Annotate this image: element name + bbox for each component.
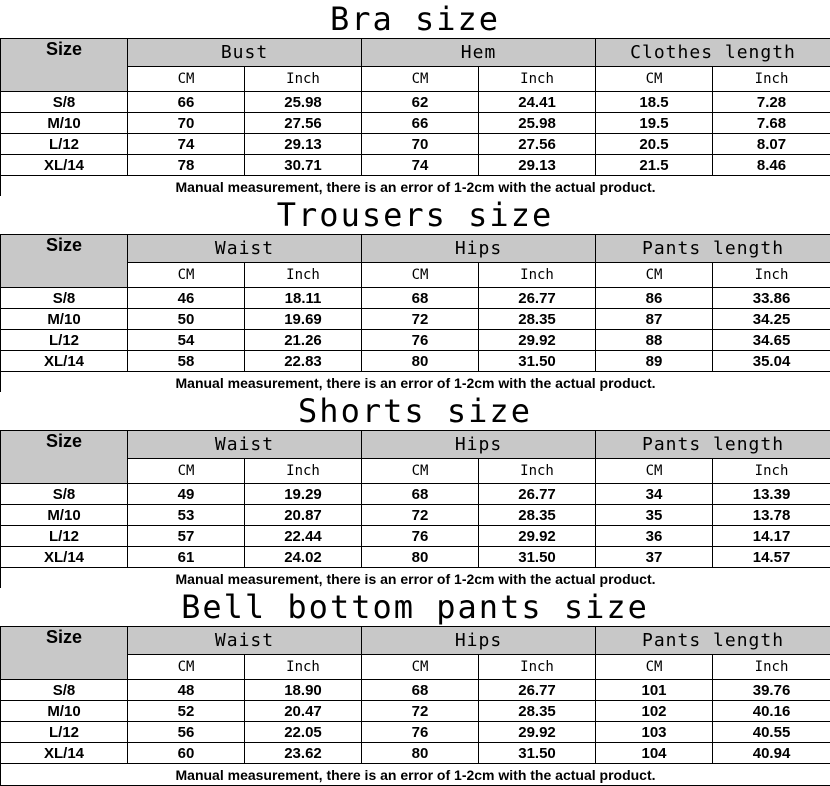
value-cell: 28.35 [479,505,596,526]
value-cell: 72 [362,505,479,526]
value-cell: 76 [362,526,479,547]
size-cell: L/12 [1,330,128,351]
value-cell: 24.41 [479,92,596,113]
value-cell: 68 [362,288,479,309]
unit-cm-label: CM [128,655,245,680]
value-cell: 14.17 [713,526,830,547]
measurement-note: Manual measurement, there is an error of 1-2cm with the actual product. [1,568,830,590]
value-cell: 26.77 [479,288,596,309]
value-cell: 37 [596,547,713,568]
size-cell: XL/14 [1,547,128,568]
value-cell: 60 [128,743,245,764]
unit-inch-label: Inch [245,459,362,484]
section-title: Bra size [0,0,830,39]
value-cell: 18.5 [596,92,713,113]
value-cell: 29.92 [479,330,596,351]
size-column-header: Size [1,235,128,288]
size-cell: M/10 [1,309,128,330]
measurement-note: Manual measurement, there is an error of 1-2cm with the actual product. [1,764,830,786]
value-cell: 40.16 [713,701,830,722]
note-row [1,176,830,198]
value-cell: 13.39 [713,484,830,505]
value-cell: 46 [128,288,245,309]
value-cell: 33.86 [713,288,830,309]
table-row [1,309,830,330]
value-cell: 8.46 [713,155,830,176]
measure-header: Waist [128,235,362,263]
size-table [0,234,830,394]
table-row [1,505,830,526]
value-cell: 19.29 [245,484,362,505]
value-cell: 80 [362,743,479,764]
value-cell: 61 [128,547,245,568]
value-cell: 76 [362,330,479,351]
table-row [1,134,830,155]
section-title: Shorts size [0,392,830,431]
value-cell: 72 [362,309,479,330]
note-row [1,764,830,786]
value-cell: 48 [128,680,245,701]
value-cell: 36 [596,526,713,547]
unit-inch-label: Inch [479,67,596,92]
value-cell: 31.50 [479,547,596,568]
measure-header: Pants length [596,627,830,655]
note-row [1,372,830,394]
value-cell: 35.04 [713,351,830,372]
value-cell: 57 [128,526,245,547]
table-row [1,113,830,134]
unit-cm-label: CM [128,67,245,92]
value-cell: 25.98 [245,92,362,113]
group-header-row [1,39,830,67]
value-cell: 80 [362,547,479,568]
unit-inch-label: Inch [479,459,596,484]
size-cell: XL/14 [1,351,128,372]
value-cell: 74 [128,134,245,155]
value-cell: 101 [596,680,713,701]
size-column-header: Size [1,431,128,484]
value-cell: 72 [362,701,479,722]
measure-header: Clothes length [596,39,830,67]
value-cell: 28.35 [479,701,596,722]
value-cell: 53 [128,505,245,526]
value-cell: 89 [596,351,713,372]
unit-cm-label: CM [362,459,479,484]
value-cell: 22.44 [245,526,362,547]
measurement-note: Manual measurement, there is an error of 1-2cm with the actual product. [1,372,830,394]
value-cell: 23.62 [245,743,362,764]
value-cell: 26.77 [479,680,596,701]
value-cell: 19.69 [245,309,362,330]
value-cell: 58 [128,351,245,372]
unit-inch-label: Inch [713,459,830,484]
table-row [1,526,830,547]
size-column-header: Size [1,39,128,92]
value-cell: 35 [596,505,713,526]
unit-inch-label: Inch [245,655,362,680]
value-cell: 20.5 [596,134,713,155]
size-table [0,38,830,198]
value-cell: 78 [128,155,245,176]
unit-cm-label: CM [596,67,713,92]
measure-header: Hips [362,627,596,655]
value-cell: 21.5 [596,155,713,176]
unit-inch-label: Inch [713,67,830,92]
size-cell: XL/14 [1,743,128,764]
measure-header: Hips [362,431,596,459]
table-row [1,484,830,505]
value-cell: 29.13 [245,134,362,155]
value-cell: 76 [362,722,479,743]
value-cell: 56 [128,722,245,743]
value-cell: 31.50 [479,743,596,764]
value-cell: 22.05 [245,722,362,743]
value-cell: 25.98 [479,113,596,134]
table-row [1,351,830,372]
group-header-row [1,431,830,459]
size-cell: L/12 [1,722,128,743]
value-cell: 52 [128,701,245,722]
size-cell: L/12 [1,134,128,155]
value-cell: 7.68 [713,113,830,134]
table-row [1,330,830,351]
value-cell: 70 [128,113,245,134]
value-cell: 68 [362,484,479,505]
table-row [1,743,830,764]
section-title: Trousers size [0,196,830,235]
table-row [1,547,830,568]
table-row [1,701,830,722]
value-cell: 102 [596,701,713,722]
value-cell: 18.90 [245,680,362,701]
measurement-note: Manual measurement, there is an error of 1-2cm with the actual product. [1,176,830,198]
value-cell: 24.02 [245,547,362,568]
group-header-row [1,627,830,655]
value-cell: 7.28 [713,92,830,113]
group-header-row [1,235,830,263]
value-cell: 30.71 [245,155,362,176]
unit-cm-label: CM [128,459,245,484]
value-cell: 27.56 [479,134,596,155]
unit-inch-label: Inch [479,655,596,680]
measure-header: Pants length [596,431,830,459]
note-row [1,568,830,590]
size-table [0,626,830,786]
value-cell: 68 [362,680,479,701]
unit-inch-label: Inch [245,263,362,288]
unit-cm-label: CM [596,655,713,680]
unit-cm-label: CM [362,263,479,288]
value-cell: 13.78 [713,505,830,526]
table-row [1,288,830,309]
value-cell: 31.50 [479,351,596,372]
value-cell: 29.92 [479,526,596,547]
value-cell: 87 [596,309,713,330]
value-cell: 27.56 [245,113,362,134]
value-cell: 54 [128,330,245,351]
value-cell: 34 [596,484,713,505]
value-cell: 103 [596,722,713,743]
unit-inch-label: Inch [479,263,596,288]
value-cell: 8.07 [713,134,830,155]
measure-header: Waist [128,431,362,459]
value-cell: 80 [362,351,479,372]
value-cell: 20.87 [245,505,362,526]
value-cell: 21.26 [245,330,362,351]
value-cell: 88 [596,330,713,351]
value-cell: 14.57 [713,547,830,568]
size-cell: L/12 [1,526,128,547]
measure-header: Waist [128,627,362,655]
value-cell: 86 [596,288,713,309]
table-row [1,680,830,701]
value-cell: 40.55 [713,722,830,743]
value-cell: 28.35 [479,309,596,330]
value-cell: 62 [362,92,479,113]
size-table [0,430,830,590]
value-cell: 26.77 [479,484,596,505]
value-cell: 20.47 [245,701,362,722]
size-cell: S/8 [1,680,128,701]
value-cell: 22.83 [245,351,362,372]
table-row [1,92,830,113]
unit-inch-label: Inch [713,655,830,680]
value-cell: 39.76 [713,680,830,701]
size-column-header: Size [1,627,128,680]
section-title: Bell bottom pants size [0,588,830,627]
measure-header: Hips [362,235,596,263]
value-cell: 74 [362,155,479,176]
value-cell: 34.25 [713,309,830,330]
unit-inch-label: Inch [245,67,362,92]
value-cell: 49 [128,484,245,505]
unit-cm-label: CM [596,263,713,288]
value-cell: 18.11 [245,288,362,309]
value-cell: 104 [596,743,713,764]
unit-cm-label: CM [128,263,245,288]
table-row [1,155,830,176]
value-cell: 50 [128,309,245,330]
value-cell: 19.5 [596,113,713,134]
measure-header: Hem [362,39,596,67]
size-cell: M/10 [1,505,128,526]
value-cell: 29.13 [479,155,596,176]
size-cell: S/8 [1,92,128,113]
size-cell: M/10 [1,113,128,134]
value-cell: 29.92 [479,722,596,743]
size-cell: S/8 [1,288,128,309]
unit-cm-label: CM [362,655,479,680]
table-row [1,722,830,743]
measure-header: Pants length [596,235,830,263]
measure-header: Bust [128,39,362,67]
value-cell: 34.65 [713,330,830,351]
size-cell: S/8 [1,484,128,505]
value-cell: 70 [362,134,479,155]
size-cell: XL/14 [1,155,128,176]
value-cell: 40.94 [713,743,830,764]
unit-inch-label: Inch [713,263,830,288]
value-cell: 66 [128,92,245,113]
size-cell: M/10 [1,701,128,722]
unit-cm-label: CM [362,67,479,92]
unit-cm-label: CM [596,459,713,484]
value-cell: 66 [362,113,479,134]
